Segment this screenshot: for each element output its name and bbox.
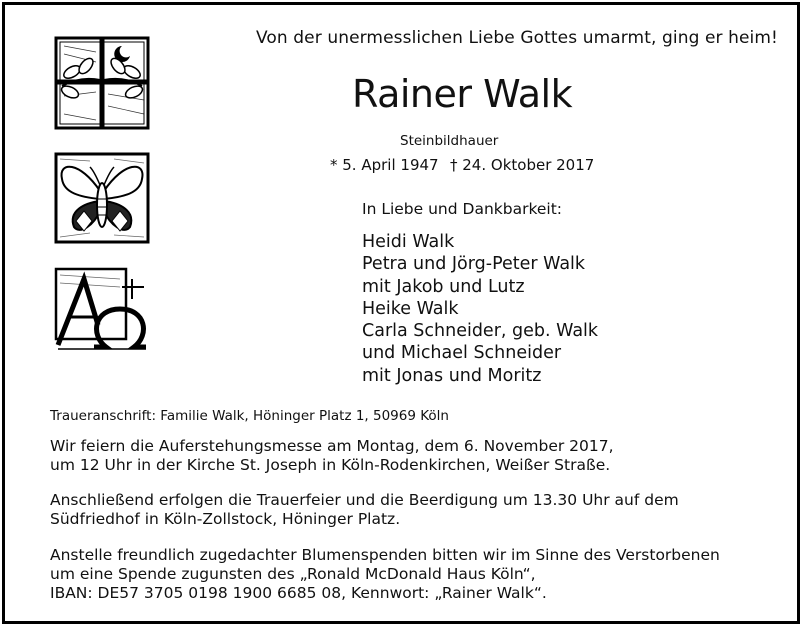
mourner-line: Heike Walk [362,298,459,319]
mourner-line: und Michael Schneider [362,343,562,364]
motto-text: Von der unermesslichen Liebe Gottes umarmt, ging er heim! [256,28,778,48]
deceased-name: Rainer Walk [352,72,573,116]
cross-window-artwork [50,34,154,132]
butterfly-icon [50,151,154,245]
alpha-omega-icon [50,265,154,355]
profession-text: Steinbildhauer [400,133,499,149]
paragraph-line: Anschließend erfolgen die Trauerfeier und die Beerdigung um 13.30 Uhr auf dem [50,491,679,509]
paragraph-line: IBAN: DE57 3705 0198 1900 6685 08, Kennwort: „Rainer Walk“. [50,584,547,602]
alpha-omega-artwork [50,265,154,355]
paragraph-line: um eine Spende zugunsten des „Ronald McDonald Haus Köln“, [50,565,536,583]
donation-paragraph [50,546,720,603]
paragraph-line: um 12 Uhr in der Kirche St. Joseph in Köln-Rodenkirchen, Weißer Straße. [50,456,611,474]
mass-paragraph [50,437,614,475]
mourner-line: mit Jonas und Moritz [362,365,542,386]
paragraph-line: Wir feiern die Auferstehungsmesse am Montag, dem 6. November 2017, [50,437,614,455]
mourner-line: mit Jakob und Lutz [362,276,525,297]
paragraph-line: Anstelle freundlich zugedachter Blumenspenden bitten wir im Sinne des Verstorbenen [50,546,720,564]
death-date: † 24. Oktober 2017 [450,156,595,174]
mourners-list [362,231,598,387]
birth-date: * 5. April 1947 [330,156,439,174]
mourner-line: Petra und Jörg-Peter Walk [362,254,586,275]
cross-window-icon [50,34,154,132]
mourner-line: Heidi Walk [362,232,455,252]
mourner-line: Carla Schneider, geb. Walk [362,321,599,342]
mourning-address: Traueranschrift: Familie Walk, Höninger Platz 1, 50969 Köln [50,408,449,424]
burial-paragraph [50,491,679,529]
butterfly-artwork [50,151,154,245]
gratitude-heading: In Liebe und Dankbarkeit: [362,200,563,218]
paragraph-line: Südfriedhof in Köln-Zollstock, Höninger Platz. [50,510,401,528]
